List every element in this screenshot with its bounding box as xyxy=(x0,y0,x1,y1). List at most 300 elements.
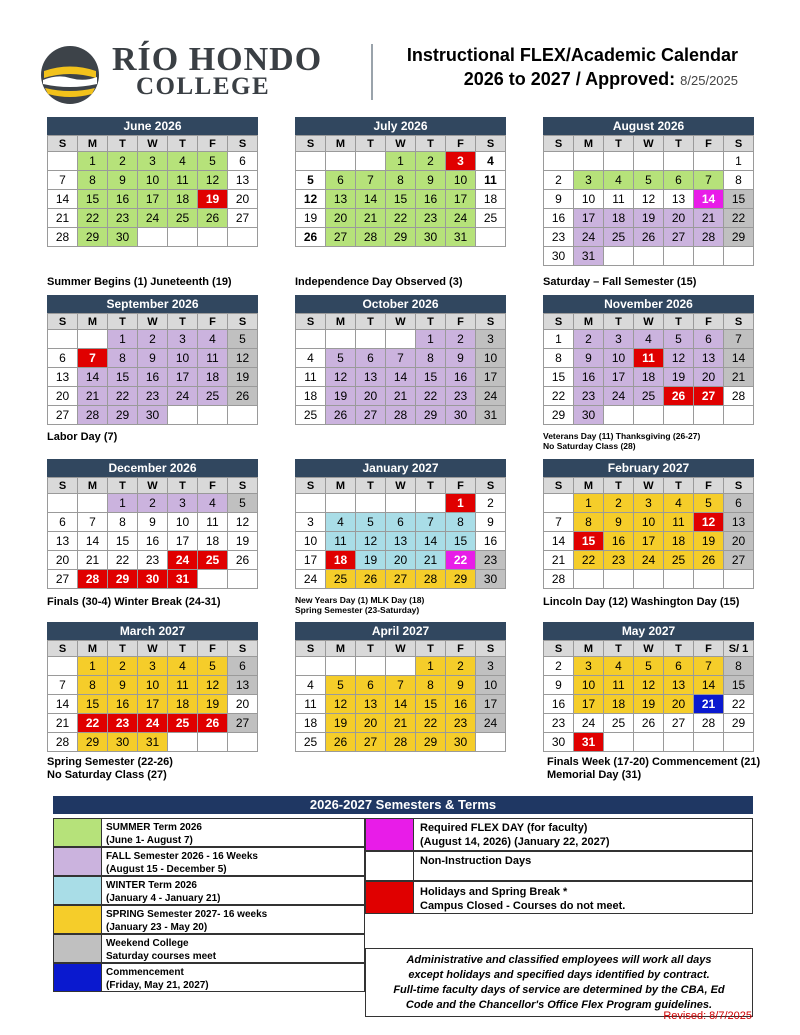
empty-cell xyxy=(694,406,724,425)
weekday-label: M xyxy=(574,136,604,152)
day-cell: 29 xyxy=(78,228,108,247)
weekday-label: M xyxy=(326,478,356,494)
day-cell: 14 xyxy=(416,532,446,551)
legend-spring-line2: (January 23 - May 20) xyxy=(106,922,208,933)
day-cell: 23 xyxy=(138,387,168,406)
month-table xyxy=(543,135,754,266)
week-row xyxy=(296,695,506,714)
revised-date: Revised: 8/7/2025 xyxy=(663,1010,752,1022)
day-cell: 13 xyxy=(694,349,724,368)
weekday-label: T xyxy=(604,136,634,152)
day-cell: 17 xyxy=(476,695,506,714)
day-cell: 29 xyxy=(108,406,138,425)
legend-swatch-fall xyxy=(54,848,102,875)
legend-commencement-line1: Commencement xyxy=(106,967,184,978)
day-cell: 5 xyxy=(228,494,258,513)
day-cell: 23 xyxy=(446,387,476,406)
legend-swatch-noninstruction xyxy=(366,852,414,880)
day-cell: 11 xyxy=(198,349,228,368)
week-row xyxy=(544,551,754,570)
day-cell: 22 xyxy=(108,387,138,406)
empty-cell xyxy=(168,406,198,425)
legend-text-noninstruction: Non-Instruction Days xyxy=(420,855,532,867)
day-cell: 12 xyxy=(198,171,228,190)
day-cell: 12 xyxy=(296,190,326,209)
legend-swatch-weekend xyxy=(54,935,102,962)
weekday-label: S xyxy=(296,478,326,494)
weekday-header-row xyxy=(544,314,754,330)
note-march-1: Spring Semester (22-26) xyxy=(47,756,173,768)
week-row xyxy=(296,676,506,695)
weekday-header-row xyxy=(48,314,258,330)
day-cell: 18 xyxy=(296,387,326,406)
day-cell: 12 xyxy=(326,695,356,714)
day-cell: 15 xyxy=(78,695,108,714)
day-cell: 18 xyxy=(604,695,634,714)
empty-cell xyxy=(664,152,694,171)
month-december-2026 xyxy=(47,459,258,589)
day-cell: 14 xyxy=(386,695,416,714)
empty-cell xyxy=(604,570,634,589)
day-cell: 19 xyxy=(296,209,326,228)
day-cell: 20 xyxy=(228,190,258,209)
day-cell: 22 xyxy=(544,387,574,406)
day-cell: 16 xyxy=(446,368,476,387)
week-row xyxy=(544,387,754,406)
week-row xyxy=(48,532,258,551)
day-cell: 22 xyxy=(416,714,446,733)
month-title: March 2027 xyxy=(47,622,258,640)
day-cell: 7 xyxy=(48,171,78,190)
legend-row-noninstruction xyxy=(365,851,753,881)
day-cell: 26 xyxy=(228,387,258,406)
day-cell: 17 xyxy=(574,209,604,228)
day-cell: 6 xyxy=(48,513,78,532)
day-cell: 6 xyxy=(228,152,258,171)
day-cell: 25 xyxy=(476,209,506,228)
day-cell: 14 xyxy=(48,190,78,209)
day-cell: 27 xyxy=(356,733,386,752)
week-row xyxy=(544,695,754,714)
legend-title: 2026-2027 Semesters & Terms xyxy=(53,796,753,814)
day-cell: 19 xyxy=(228,532,258,551)
day-cell: 23 xyxy=(416,209,446,228)
legend-text-flex xyxy=(420,821,610,849)
day-cell: 16 xyxy=(604,532,634,551)
day-cell: 15 xyxy=(544,368,574,387)
day-cell: 16 xyxy=(476,532,506,551)
legend-spring-line1: SPRING Semester 2027- 16 weeks xyxy=(106,909,268,920)
day-cell: 27 xyxy=(48,570,78,589)
weekday-label: T xyxy=(168,136,198,152)
page-subtitle xyxy=(407,66,738,94)
day-cell: 7 xyxy=(386,676,416,695)
day-cell: 7 xyxy=(78,349,108,368)
day-cell: 10 xyxy=(476,349,506,368)
week-row xyxy=(48,330,258,349)
week-row xyxy=(544,228,754,247)
day-cell: 3 xyxy=(296,513,326,532)
day-cell: 18 xyxy=(664,532,694,551)
weekday-label: W xyxy=(634,314,664,330)
day-cell: 27 xyxy=(664,228,694,247)
weekday-header-row xyxy=(296,136,506,152)
day-cell: 6 xyxy=(664,171,694,190)
day-cell: 17 xyxy=(446,190,476,209)
day-cell: 28 xyxy=(48,733,78,752)
day-cell: 8 xyxy=(416,349,446,368)
empty-cell xyxy=(198,570,228,589)
day-cell: 25 xyxy=(296,733,326,752)
empty-cell xyxy=(664,247,694,266)
legend-winter-line1: WINTER Term 2026 xyxy=(106,880,197,891)
day-cell: 1 xyxy=(416,330,446,349)
empty-cell xyxy=(574,570,604,589)
week-row xyxy=(544,209,754,228)
empty-cell xyxy=(78,330,108,349)
day-cell: 26 xyxy=(198,209,228,228)
header-divider xyxy=(371,44,373,100)
day-cell: 4 xyxy=(168,657,198,676)
day-cell: 3 xyxy=(476,330,506,349)
weekday-label: S xyxy=(476,478,506,494)
day-cell: 26 xyxy=(694,551,724,570)
page-title: Instructional FLEX/Academic Calendar xyxy=(406,45,738,65)
day-cell: 15 xyxy=(724,676,754,695)
weekday-label: S xyxy=(476,314,506,330)
day-cell: 31 xyxy=(476,406,506,425)
week-row xyxy=(296,494,506,513)
week-row xyxy=(544,330,754,349)
day-cell: 4 xyxy=(664,494,694,513)
day-cell: 14 xyxy=(78,368,108,387)
empty-cell xyxy=(326,657,356,676)
weekday-header-row xyxy=(48,136,258,152)
day-cell: 2 xyxy=(138,330,168,349)
empty-cell xyxy=(664,406,694,425)
month-title: August 2026 xyxy=(543,117,754,135)
empty-cell xyxy=(78,494,108,513)
note-march-2: No Saturday Class (27) xyxy=(47,769,167,781)
weekday-label: S xyxy=(296,641,326,657)
empty-cell xyxy=(634,152,664,171)
day-cell: 5 xyxy=(198,657,228,676)
day-cell: 24 xyxy=(476,714,506,733)
weekday-label: M xyxy=(326,314,356,330)
week-row xyxy=(48,695,258,714)
day-cell: 10 xyxy=(168,513,198,532)
day-cell: 14 xyxy=(356,190,386,209)
day-cell: 21 xyxy=(356,209,386,228)
day-cell: 10 xyxy=(604,349,634,368)
day-cell: 17 xyxy=(604,368,634,387)
weekday-label: F xyxy=(446,314,476,330)
day-cell: 6 xyxy=(228,657,258,676)
empty-cell xyxy=(634,570,664,589)
weekday-label: S xyxy=(228,136,258,152)
month-february-2027 xyxy=(543,459,754,589)
subtitle-text: 2026 to 2027 / Approved: xyxy=(463,69,676,89)
legend-swatch-spring xyxy=(54,906,102,933)
day-cell: 3 xyxy=(138,657,168,676)
weekday-label: T xyxy=(356,136,386,152)
week-row xyxy=(544,657,754,676)
day-cell: 24 xyxy=(168,551,198,570)
day-cell: 20 xyxy=(724,532,754,551)
day-cell: 9 xyxy=(108,676,138,695)
day-cell: 22 xyxy=(108,551,138,570)
weekday-label: T xyxy=(664,136,694,152)
legend-text-summer xyxy=(106,821,202,847)
day-cell: 3 xyxy=(168,494,198,513)
day-cell: 26 xyxy=(326,406,356,425)
day-cell: 9 xyxy=(416,171,446,190)
day-cell: 30 xyxy=(476,570,506,589)
day-cell: 4 xyxy=(604,657,634,676)
day-cell: 13 xyxy=(228,676,258,695)
day-cell: 8 xyxy=(724,171,754,190)
weekday-label: T xyxy=(664,641,694,657)
month-table xyxy=(543,313,754,425)
day-cell: 11 xyxy=(198,513,228,532)
weekday-label: W xyxy=(386,314,416,330)
day-cell: 15 xyxy=(574,532,604,551)
weekday-label: M xyxy=(78,478,108,494)
college-logo xyxy=(40,41,340,104)
policy-line-3: Full-time faculty days of service are determined by the CBA, Ed xyxy=(393,984,725,996)
weekday-label: F xyxy=(694,314,724,330)
day-cell: 7 xyxy=(78,513,108,532)
day-cell: 7 xyxy=(544,513,574,532)
month-title: December 2026 xyxy=(47,459,258,477)
day-cell: 28 xyxy=(724,387,754,406)
empty-cell xyxy=(356,657,386,676)
weekday-label: T xyxy=(356,478,386,494)
weekday-label: F xyxy=(198,641,228,657)
day-cell: 21 xyxy=(724,368,754,387)
week-row xyxy=(296,152,506,171)
day-cell: 9 xyxy=(446,676,476,695)
day-cell: 11 xyxy=(296,368,326,387)
day-cell: 8 xyxy=(544,349,574,368)
month-april-2027 xyxy=(295,622,506,752)
day-cell: 19 xyxy=(634,209,664,228)
day-cell: 17 xyxy=(168,368,198,387)
empty-cell xyxy=(228,406,258,425)
weekday-label: W xyxy=(386,641,416,657)
day-cell: 17 xyxy=(138,190,168,209)
day-cell: 5 xyxy=(634,171,664,190)
week-row xyxy=(544,733,754,752)
week-row xyxy=(544,190,754,209)
month-table xyxy=(295,640,506,752)
weekday-label: T xyxy=(416,478,446,494)
legend-fall-line2: (August 15 - December 5) xyxy=(106,864,227,875)
weekday-label: W xyxy=(138,136,168,152)
day-cell: 22 xyxy=(416,387,446,406)
day-cell: 29 xyxy=(78,733,108,752)
weekday-label: S xyxy=(48,478,78,494)
weekday-header-row xyxy=(296,641,506,657)
month-title: April 2027 xyxy=(295,622,506,640)
weekday-label: T xyxy=(664,314,694,330)
day-cell: 1 xyxy=(108,330,138,349)
day-cell: 20 xyxy=(326,209,356,228)
weekday-header-row xyxy=(296,478,506,494)
day-cell: 5 xyxy=(326,349,356,368)
weekday-label: S xyxy=(724,478,754,494)
month-table xyxy=(47,135,258,247)
legend-swatch-flex xyxy=(366,819,414,850)
empty-cell xyxy=(326,152,356,171)
week-row xyxy=(48,368,258,387)
week-row xyxy=(544,532,754,551)
day-cell: 4 xyxy=(198,330,228,349)
day-cell: 16 xyxy=(416,190,446,209)
day-cell: 18 xyxy=(604,209,634,228)
day-cell: 8 xyxy=(446,513,476,532)
day-cell: 13 xyxy=(664,676,694,695)
day-cell: 12 xyxy=(198,676,228,695)
day-cell: 12 xyxy=(228,513,258,532)
day-cell: 26 xyxy=(198,714,228,733)
weekday-label: T xyxy=(108,314,138,330)
week-row xyxy=(48,570,258,589)
day-cell: 27 xyxy=(228,714,258,733)
day-cell: 18 xyxy=(476,190,506,209)
day-cell: 26 xyxy=(634,228,664,247)
weekday-label: M xyxy=(326,641,356,657)
day-cell: 12 xyxy=(694,513,724,532)
month-title: October 2026 xyxy=(295,295,506,313)
day-cell: 1 xyxy=(78,152,108,171)
day-cell: 5 xyxy=(664,330,694,349)
week-row xyxy=(48,152,258,171)
day-cell: 27 xyxy=(48,406,78,425)
week-row xyxy=(48,676,258,695)
day-cell: 10 xyxy=(574,676,604,695)
day-cell: 31 xyxy=(138,733,168,752)
day-cell: 4 xyxy=(296,676,326,695)
day-cell: 25 xyxy=(198,551,228,570)
day-cell: 28 xyxy=(386,406,416,425)
weekday-label: S xyxy=(544,136,574,152)
day-cell: 27 xyxy=(724,551,754,570)
day-cell: 25 xyxy=(604,228,634,247)
day-cell: 29 xyxy=(724,228,754,247)
day-cell: 7 xyxy=(416,513,446,532)
day-cell: 8 xyxy=(108,349,138,368)
day-cell: 30 xyxy=(446,733,476,752)
weekday-label: S/ 1 xyxy=(724,641,754,657)
day-cell: 18 xyxy=(168,695,198,714)
weekday-label: T xyxy=(108,136,138,152)
day-cell: 7 xyxy=(694,657,724,676)
day-cell: 19 xyxy=(228,368,258,387)
empty-cell xyxy=(326,494,356,513)
day-cell: 23 xyxy=(476,551,506,570)
week-row xyxy=(48,349,258,368)
empty-cell xyxy=(694,733,724,752)
day-cell: 18 xyxy=(296,714,326,733)
week-row xyxy=(296,714,506,733)
day-cell: 10 xyxy=(446,171,476,190)
policy-line-2: except holidays and specified days identified by contract. xyxy=(408,969,710,981)
day-cell: 17 xyxy=(138,695,168,714)
empty-cell xyxy=(604,406,634,425)
week-row xyxy=(296,551,506,570)
day-cell: 11 xyxy=(476,171,506,190)
note-may-2: Memorial Day (31) xyxy=(547,769,642,781)
weekday-header-row xyxy=(544,478,754,494)
weekday-label: M xyxy=(78,136,108,152)
week-row xyxy=(48,551,258,570)
day-cell: 10 xyxy=(476,676,506,695)
day-cell: 31 xyxy=(574,247,604,266)
week-row xyxy=(296,209,506,228)
day-cell: 16 xyxy=(108,190,138,209)
day-cell: 29 xyxy=(416,406,446,425)
day-cell: 31 xyxy=(446,228,476,247)
month-july-2026 xyxy=(295,117,506,247)
empty-cell xyxy=(634,406,664,425)
day-cell: 11 xyxy=(296,695,326,714)
day-cell: 20 xyxy=(48,551,78,570)
day-cell: 14 xyxy=(694,676,724,695)
day-cell: 13 xyxy=(386,532,416,551)
day-cell: 3 xyxy=(476,657,506,676)
week-row xyxy=(48,190,258,209)
weekday-label: T xyxy=(356,314,386,330)
month-title: September 2026 xyxy=(47,295,258,313)
week-row xyxy=(544,152,754,171)
day-cell: 21 xyxy=(694,209,724,228)
weekday-label: F xyxy=(198,478,228,494)
legend-weekend-line1: Weekend College xyxy=(106,938,189,949)
weekday-label: F xyxy=(198,136,228,152)
day-cell: 8 xyxy=(386,171,416,190)
week-row xyxy=(296,349,506,368)
note-may-1: Finals Week (17-20) Commencement (21) xyxy=(547,756,761,768)
day-cell: 25 xyxy=(168,714,198,733)
weekday-label: T xyxy=(604,641,634,657)
note-november-2: No Saturday Class (28) xyxy=(543,441,636,451)
weekday-header-row xyxy=(544,136,754,152)
weekday-label: W xyxy=(386,478,416,494)
day-cell: 3 xyxy=(574,171,604,190)
week-row xyxy=(544,171,754,190)
month-october-2026 xyxy=(295,295,506,425)
week-row xyxy=(296,513,506,532)
day-cell: 31 xyxy=(168,570,198,589)
day-cell: 7 xyxy=(386,349,416,368)
day-cell: 18 xyxy=(168,190,198,209)
weekday-header-row xyxy=(48,478,258,494)
day-cell: 17 xyxy=(634,532,664,551)
day-cell: 25 xyxy=(604,714,634,733)
day-cell: 15 xyxy=(386,190,416,209)
day-cell: 2 xyxy=(446,330,476,349)
week-row xyxy=(48,513,258,532)
weekday-label: M xyxy=(78,641,108,657)
weekday-label: S xyxy=(476,641,506,657)
day-cell: 29 xyxy=(416,733,446,752)
legend-row-flex xyxy=(365,818,753,851)
week-row xyxy=(48,494,258,513)
weekday-label: M xyxy=(326,136,356,152)
legend-summer-line1: SUMMER Term 2026 xyxy=(106,822,202,833)
legend-text-commencement xyxy=(106,966,209,992)
